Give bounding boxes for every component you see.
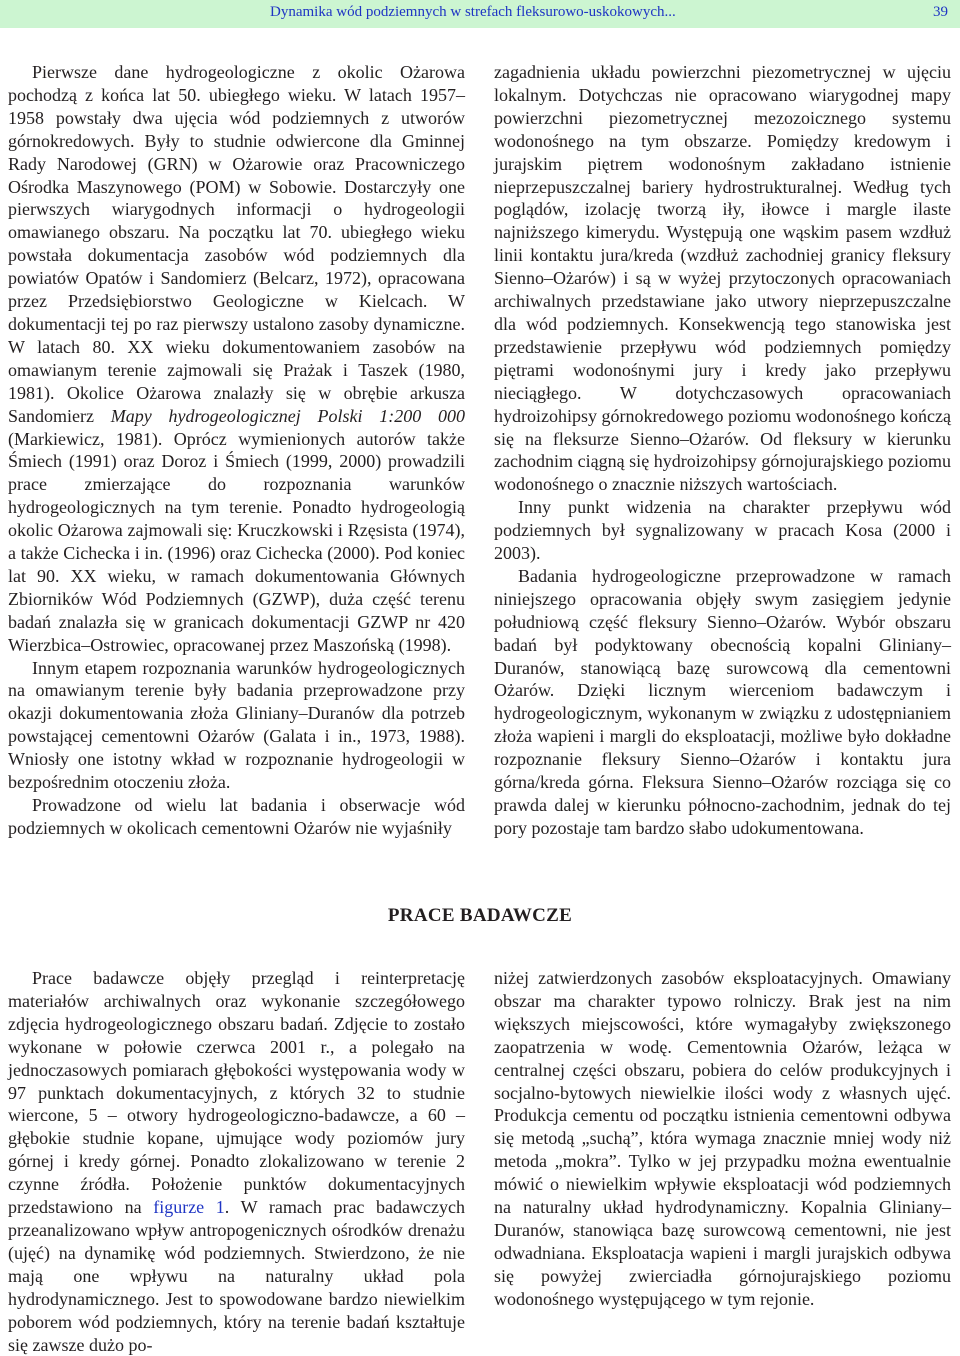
column-top-right: [494, 61, 951, 840]
figure-link[interactable]: figurze 1: [153, 1197, 225, 1218]
column-bottom-left: [8, 967, 465, 1356]
paragraph: Prowadzone od wielu lat badania i obserwacje wód podziemnych w okolicach cementowni Ożarów nie wyjaśniły: [8, 795, 465, 838]
running-header: [0, 0, 960, 28]
paragraph: [8, 61, 465, 657]
paragraph: zagadnienia układu powierzchni piezometrycznej w ujęciu lokalnym. Dotychczas nie opracowano wiarygodnej mapy powierzchni piezometrycznej mezozoicznego systemu wodonośnego na tym obszarze. Pomiędzy kredowym i jurajskim piętrem wodonośnym zakładano istnienie nieprzepuszczalnej bariery hydrostrukturalnej. Według tych poglądów, izolację tworzą iły, iłowce i margle ilaste najniższego kimerydu. Występują one wąskim pasem wzdłuż linii kontaktu jura/kreda (wzdłuż zachodniej granicy fleksury Sienno–Ożarów) i są w wyżej przytoczonych opracowaniach archiwalnych przedstawiane jako utwory nieprzepuszczalne dla wód podziemnych. Konsekwencją tego stanowiska jest przedstawienie przepływu wód podziemnych pomiędzy piętrami wodonośnymi jury i kredy jako przepływu nieciągłego. W dotychczasowych opracowaniach hydroizohipsy górnokredowego poziomu wodonośnego kończą się na fleksurze Sienno–Ożarów. Od fleksury w kierunku zachodnim ciągną się hydroizohipsy górnojurajskiego poziomu wodonośnego o znacznie niższych wartościach.: [494, 62, 951, 495]
section-heading: PRACE BADAWCZE: [387, 905, 573, 926]
column-bottom-right: [494, 967, 951, 1311]
running-header-title: Dynamika wód podziemnych w strefach fleksurowo-uskokowych...: [270, 4, 676, 20]
paragraph: Inny punkt widzenia na charakter przepływu wód podziemnych był sygnalizowany w pracach Kosa (2000 i 2003).: [494, 497, 951, 564]
paragraph-text: Pierwsze dane hydrogeologiczne z okolic Ożarowa pochodzą z końca lat 50. ubiegłego wieku. W latach 1957–1958 powstały dwa ujęcia wód podziemnych z utworów górnokredowych. Były to studnie odwiercone dla Gminnej Rady Narodowej (GRN) w Ożarowie oraz Pracowniczego Ośrodka Maszynowego (POM) w Sobowie. Dostarczyły one pierwszych wiarygodnych informacji o hydrogeologii omawianego obszaru. Na początku lat 70. ubiegłego wieku powstała dokumentacja zasobów wód podziemnych dla powiatów Opatów i Sandomierz (Belcarz, 1972), opracowana przez Przedsiębiorstwo Geologiczne w Kielcach. W dokumentacji tej po raz pierwszy ustalono zasoby dynamiczne. W latach 80. XX wieku dokumentowaniem zasobów na omawianym terenie zajmowali się Prażak i Taszek (1980, 1981). Okolice Ożarowa znalazły się w obrębie arkusza Sandomierz: [8, 62, 465, 426]
paragraph-text: Prace badawcze objęły przegląd i reinterpretację materiałów archiwalnych oraz wykonanie szczegółowego zdjęcia hydrogeologicznego obszaru badań. Zdjęcie to zostało wykonane w połowie czerwca 2001 r., a polegało na jednoczasowych pomiarach głębokości występowania wody w 97 punktach dokumentacyjnych, z których 32 to studnie wiercone, 5 – otwory hydrogeologiczno-badawcze, a 60 – głębokie studnie kopane, ujmujące wody poziomów jury górnej i kredy górnej. Ponadto zlokalizowano w terenie 2 czynne źródła. Położenie punktów dokumentacyjnych przedstawiono na: [8, 968, 465, 1218]
paragraph: Innym etapem rozpoznania warunków hydrogeologicznych na omawianym terenie były badania przeprowadzone przy okazji dokumentowania złoża Gliniany–Duranów dla potrzeb powstającej cementowni Ożarów (Galata i in., 1973, 1988). Wniosły one istotny wkład w rozpoznanie hydrogeologii w bezpośrednim otoczeniu złoża.: [8, 657, 465, 793]
paragraph: [8, 967, 465, 1356]
paragraph: Badania hydrogeologiczne przeprowadzone w ramach niniejszego opracowania objęły swym zasięgiem jedynie południową część fleksury Sienno–Ożarów. Wybór obszaru badań był podyktowany obecnością kopalni Gliniany–Duranów, stanowiącą bazę surowcową dla cementowni Ożarów. Dzięki licznym wierceniom badawczym i hydrogeologicznym, wykonanym w związku z udostępnianiem złoża wapieni i margli do eksploatacji, możliwe było dokładne rozpoznanie fleksury Sienno–Ożarów i kontaktu jura górna/kreda górna. Fleksura Sienno–Ożarów rozciąga się co prawda dalej w kierunku północno-zachodnim, jednak do tej pory pozostaje tam bardzo słabo udokumentowana.: [494, 565, 951, 838]
column-top-left: [8, 61, 465, 840]
paragraph: niżej zatwierdzonych zasobów eksploatacyjnych. Omawiany obszar ma charakter typowo rolniczy. Brak jest na nim większych miejscowości, które wymagałyby zwiększonego zaopatrzenia w wodę. Cementownia Ożarów, leżąca w centralnej części obszaru, pobiera do celów produkcyjnych i socjalno-bytowych niewielkie ilości wody z własnych ujęć. Produkcja cementu od początku istnienia cementowni odbywa się metodą „suchą”, która wymaga znacznie mniej wody niż metoda „mokra”. Tylko w jej przypadku można ewentualnie mówić o niewielkim wpływie eksploatacji wód podziemnych na naturalny układ hydrodynamiczny. Kopalnia Gliniany–Duranów, stanowiąca bazę surowcową cementowni, nie jest odwadniana. Eksploatacja wapieni i margli jurajskich odbywa się powyżej zwierciadła górnojurajskiego poziomu wodonośnego występującego w tym rejonie.: [494, 968, 951, 1309]
map-title: Mapy hydrogeologicznej Polski 1:200 000: [110, 405, 465, 426]
paragraph-text: (Markiewicz, 1981). Oprócz wymienionych autorów także Śmiech (1991) oraz Doroz i Śmiech (1999, 2000) prowadzili prace zmierzające do rozpoznania warunków hydrogeologicznych na tym terenie. Ponadto hydrogeologią okolic Ożarowa zajmowali się: Kruczkowski i Rzęsista (1974), a także Cichecka i in. (1996) oraz Cichecka (2000). Pod koniec lat 90. XX wieku, w ramach dokumentowania Głównych Zbiorników Wód Podziemnych (GZWP), duża część terenu badań znalazła się w granicach dokumentacji GZWP nr 420 Wierzbica–Ostrowiec, opracowanej przez Maszońską (1998).: [8, 428, 465, 655]
page-number: 39: [933, 4, 948, 20]
paragraph-text: . W ramach prac badawczych przeanalizowano wpływ antropogenicznych ośrodków drenażu (ujęć) na dynamikę wód podziemnych. Stwierdzono, że nie mają one wpływu na naturalny układ pola hydrodynamicznego. Jest to spowodowane bardzo niewielkim poborem wód podziemnych, który na terenie badań kształtuje się zawsze dużo po-: [8, 1197, 465, 1355]
